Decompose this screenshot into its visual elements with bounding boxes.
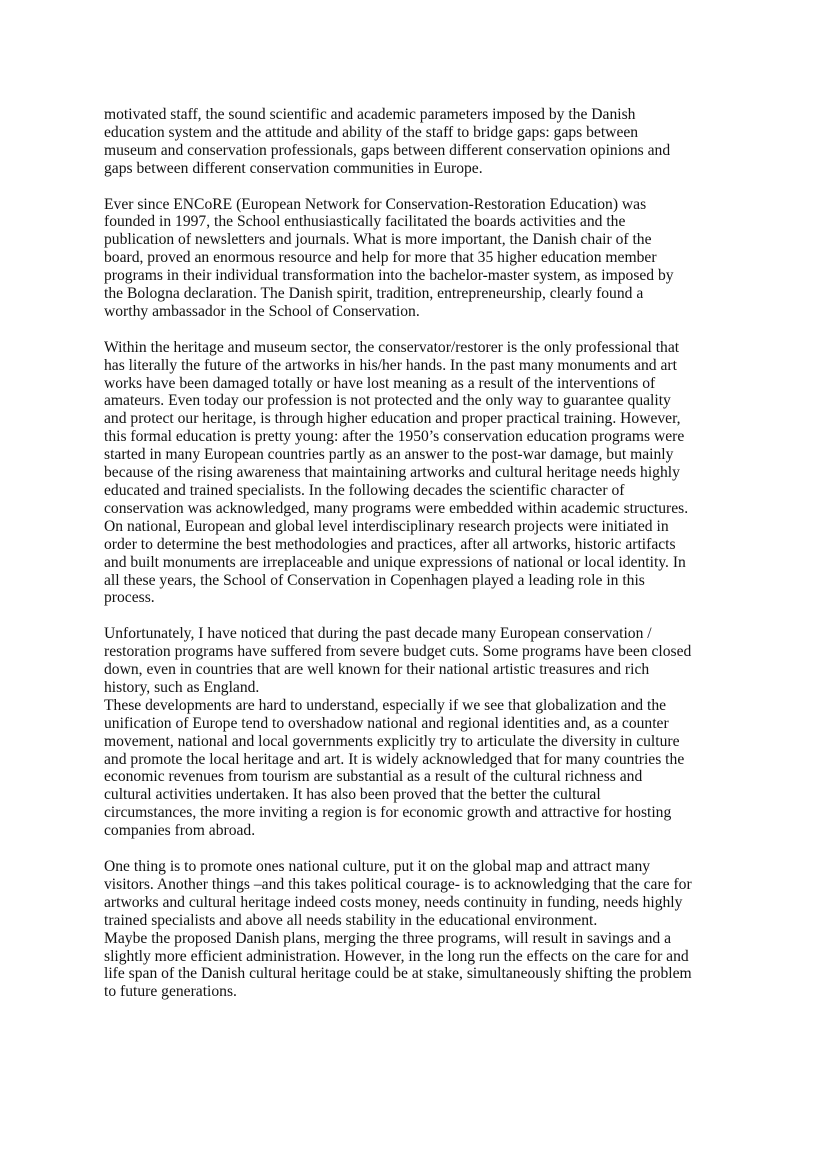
text-line: life span of the Danish cultural heritage could be at stake, simultaneously shifting the problem [104, 965, 692, 983]
text-line: slightly more efficient administration. However, in the long run the effects on the care for and [104, 947, 689, 965]
text-line: visitors. Another things –and this takes political courage- is to acknowledging that the care for [104, 875, 692, 893]
text-line: educated and trained specialists. In the following decades the scientific character of [104, 482, 625, 499]
text-line: amateurs. Even today our profession is not protected and the only way to guarantee quality [104, 392, 671, 410]
text-line: order to determine the best methodologies and practices, after all artworks, historic artifacts [104, 535, 676, 553]
text-line: history, such as England. [104, 678, 260, 696]
paragraph-heritage-sector [104, 339, 744, 608]
text-line: Unfortunately, I have noticed that during the past decade many European conservation / [104, 625, 652, 643]
text-line: the Bologna declaration. The Danish spirit, tradition, entrepreneurship, clearly found a [104, 285, 644, 303]
paragraph-gap [104, 840, 744, 858]
text-line: trained specialists and above all needs stability in the educational environment. [104, 911, 598, 929]
text-line: unification of Europe tend to overshadow national and regional identities and, as a counter [104, 714, 669, 732]
text-line: to future generations. [104, 983, 237, 1001]
text-line: works have been damaged totally or have lost meaning as a result of the interventions of [104, 374, 656, 392]
text-line: and promote the local heritage and art. It is widely acknowledged that for many countries the [104, 750, 685, 768]
text-line: started in many European countries partly as an answer to the post-war damage, but mainly [104, 446, 674, 464]
text-line: founded in 1997, the School enthusiastically facilitated the boards activities and the [104, 213, 626, 231]
text-line: movement, national and local governments explicitly try to articulate the diversity in culture [104, 732, 680, 750]
paragraph-national-culture [104, 858, 744, 1001]
text-line: Ever since ENCoRE (European Network for Conservation-Restoration Education) was [104, 195, 647, 213]
text-line: circumstances, the more inviting a region is for economic growth and attractive for hosting [104, 804, 672, 822]
text-line: publication of newsletters and journals. What is more important, the Danish chair of the [104, 231, 652, 249]
text-line: because of the rising awareness that maintaining artworks and cultural heritage needs highly [104, 464, 680, 482]
text-line: cultural activities undertaken. It has also been proved that the better the cultural [104, 786, 601, 804]
paragraph-staff-and-gaps [104, 106, 744, 178]
paragraph-gap [104, 321, 744, 339]
text-line: artworks and cultural heritage indeed costs money, needs continuity in funding, needs highly [104, 893, 683, 911]
text-line: process. [104, 589, 155, 607]
text-line: Within the heritage and museum sector, the conservator/restorer is the only professional that [104, 338, 680, 356]
text-line: worthy ambassador in the School of Conservation. [104, 302, 420, 320]
text-line: all these years, the School of Conservation in Copenhagen played a leading role in this [104, 571, 645, 589]
text-line: companies from abroad. [104, 822, 256, 840]
text-line: One thing is to promote ones national culture, put it on the global map and attract many [104, 858, 651, 875]
text-line: economic revenues from tourism are substantial as a result of the cultural richness and [104, 768, 643, 786]
text-line: restoration programs have suffered from severe budget cuts. Some programs have been closed [104, 643, 692, 661]
text-line: conservation was acknowledged, many programs were embedded within academic structures. [104, 499, 689, 517]
paragraph-encore [104, 196, 744, 321]
paragraph-budget-cuts [104, 625, 744, 840]
text-line: gaps between different conservation communities in Europe. [104, 159, 483, 177]
text-line: has literally the future of the artworks in his/her hands. In the past many monuments and art [104, 356, 677, 374]
text-line: and built monuments are irreplaceable and unique expressions of national or local identity. In [104, 553, 686, 571]
text-line: Maybe the proposed Danish plans, merging the three programs, will result in savings and a [104, 929, 672, 947]
text-line: board, proved an enormous resource and help for more that 35 higher education member [104, 249, 657, 267]
text-line: and protect our heritage, is through higher education and proper practical training. However, [104, 410, 681, 428]
text-line: this formal education is pretty young: after the 1950’s conservation education programs were [104, 428, 685, 446]
text-line: On national, European and global level interdisciplinary research projects were initiated in [104, 517, 669, 535]
paragraph-gap [104, 178, 744, 196]
text-line: museum and conservation professionals, gaps between different conservation opinions and [104, 141, 671, 159]
document-body [104, 106, 744, 1001]
text-line: These developments are hard to understand, especially if we see that globalization and the [104, 696, 667, 714]
paragraph-gap [104, 607, 744, 625]
text-line: education system and the attitude and ability of the staff to bridge gaps: gaps between [104, 123, 639, 141]
text-line: down, even in countries that are well known for their national artistic treasures and rich [104, 661, 650, 679]
text-line: programs in their individual transformation into the bachelor-master system, as imposed by [104, 267, 674, 285]
text-line: motivated staff, the sound scientific and academic parameters imposed by the Danish [104, 106, 636, 123]
